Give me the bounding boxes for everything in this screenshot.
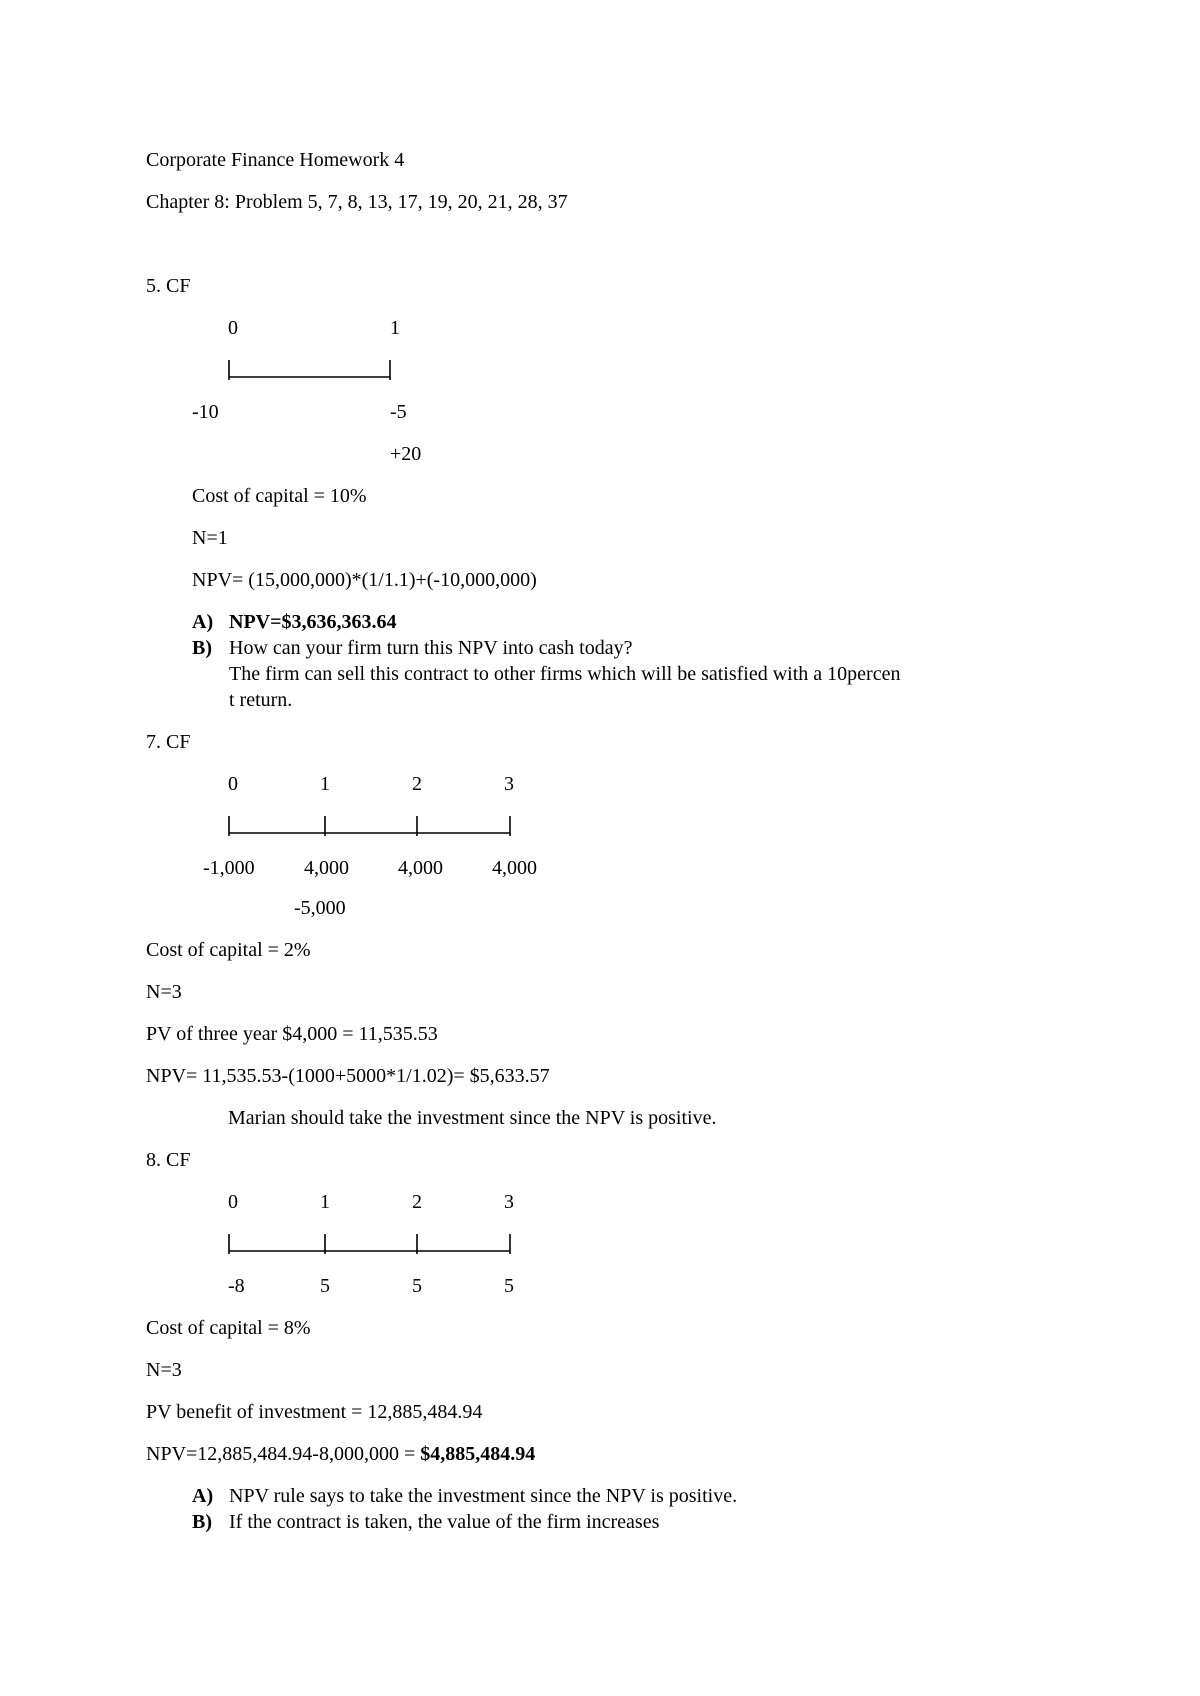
cost-of-capital: Cost of capital = 10% (192, 485, 367, 507)
answer-label-b: B) (192, 1511, 212, 1533)
timeline (228, 358, 394, 382)
npv-value: $4,885,484.94 (420, 1443, 536, 1465)
period-label: 3 (504, 773, 514, 795)
timeline (228, 814, 514, 838)
cost-of-capital: Cost of capital = 8% (146, 1317, 311, 1339)
period-label: 3 (504, 1191, 514, 1213)
period-label: 2 (412, 1191, 422, 1213)
cash-flow-value: -5,000 (294, 897, 346, 919)
periods-count: N=1 (192, 527, 228, 549)
cash-flow-value: -1,000 (203, 857, 255, 879)
npv-formula: NPV=12,885,484.94-8,000,000 = (146, 1443, 421, 1465)
periods-count: N=3 (146, 981, 182, 1003)
answer-label-a: A) (192, 1485, 214, 1507)
period-label: 2 (412, 773, 422, 795)
doc-subtitle: Chapter 8: Problem 5, 7, 8, 13, 17, 19, 20, 21, 28, 37 (146, 191, 568, 213)
cash-flow-value: -10 (192, 401, 219, 423)
period-label: 0 (228, 1191, 238, 1213)
cash-flow-value: 5 (504, 1275, 514, 1297)
npv-formula: NPV= (15,000,000)*(1/1.1)+(-10,000,000) (192, 569, 537, 591)
period-label: 0 (228, 773, 238, 795)
question-b: How can your firm turn this NPV into cash today? (229, 637, 633, 659)
answer-label-a: A) (192, 611, 214, 633)
doc-title: Corporate Finance Homework 4 (146, 149, 405, 171)
cash-flow-value: 4,000 (492, 857, 537, 879)
problem-heading: 5. CF (146, 275, 191, 297)
cash-flow-value: +20 (390, 443, 422, 465)
answer-a: NPV rule says to take the investment since the NPV is positive. (229, 1485, 738, 1507)
npv-result (146, 1442, 535, 1466)
cost-of-capital: Cost of capital = 2% (146, 939, 311, 961)
timeline (228, 1232, 514, 1256)
conclusion: Marian should take the investment since the NPV is positive. (228, 1107, 717, 1129)
answer-b-line-1: The firm can sell this contract to other firms which will be satisfied with a 10percen (229, 663, 901, 685)
period-label: 1 (320, 1191, 330, 1213)
present-value: PV benefit of investment = 12,885,484.94 (146, 1401, 483, 1423)
problem-heading: 8. CF (146, 1149, 191, 1171)
cash-flow-value: -5 (390, 401, 407, 423)
answer-b-line-2: t return. (229, 689, 293, 711)
cash-flow-value: 5 (412, 1275, 422, 1297)
answer-a: NPV=$3,636,363.64 (229, 611, 397, 633)
period-label: 1 (390, 317, 400, 339)
cash-flow-value: 5 (320, 1275, 330, 1297)
answer-label-b: B) (192, 637, 212, 659)
cash-flow-value: 4,000 (304, 857, 349, 879)
periods-count: N=3 (146, 1359, 182, 1381)
cash-flow-value: -8 (228, 1275, 245, 1297)
problem-heading: 7. CF (146, 731, 191, 753)
period-label: 0 (228, 317, 238, 339)
present-value: PV of three year $4,000 = 11,535.53 (146, 1023, 438, 1045)
answer-b: If the contract is taken, the value of the firm increases (229, 1511, 660, 1533)
period-label: 1 (320, 773, 330, 795)
npv-result: NPV= 11,535.53-(1000+5000*1/1.02)= $5,633.57 (146, 1065, 550, 1087)
cash-flow-value: 4,000 (398, 857, 443, 879)
